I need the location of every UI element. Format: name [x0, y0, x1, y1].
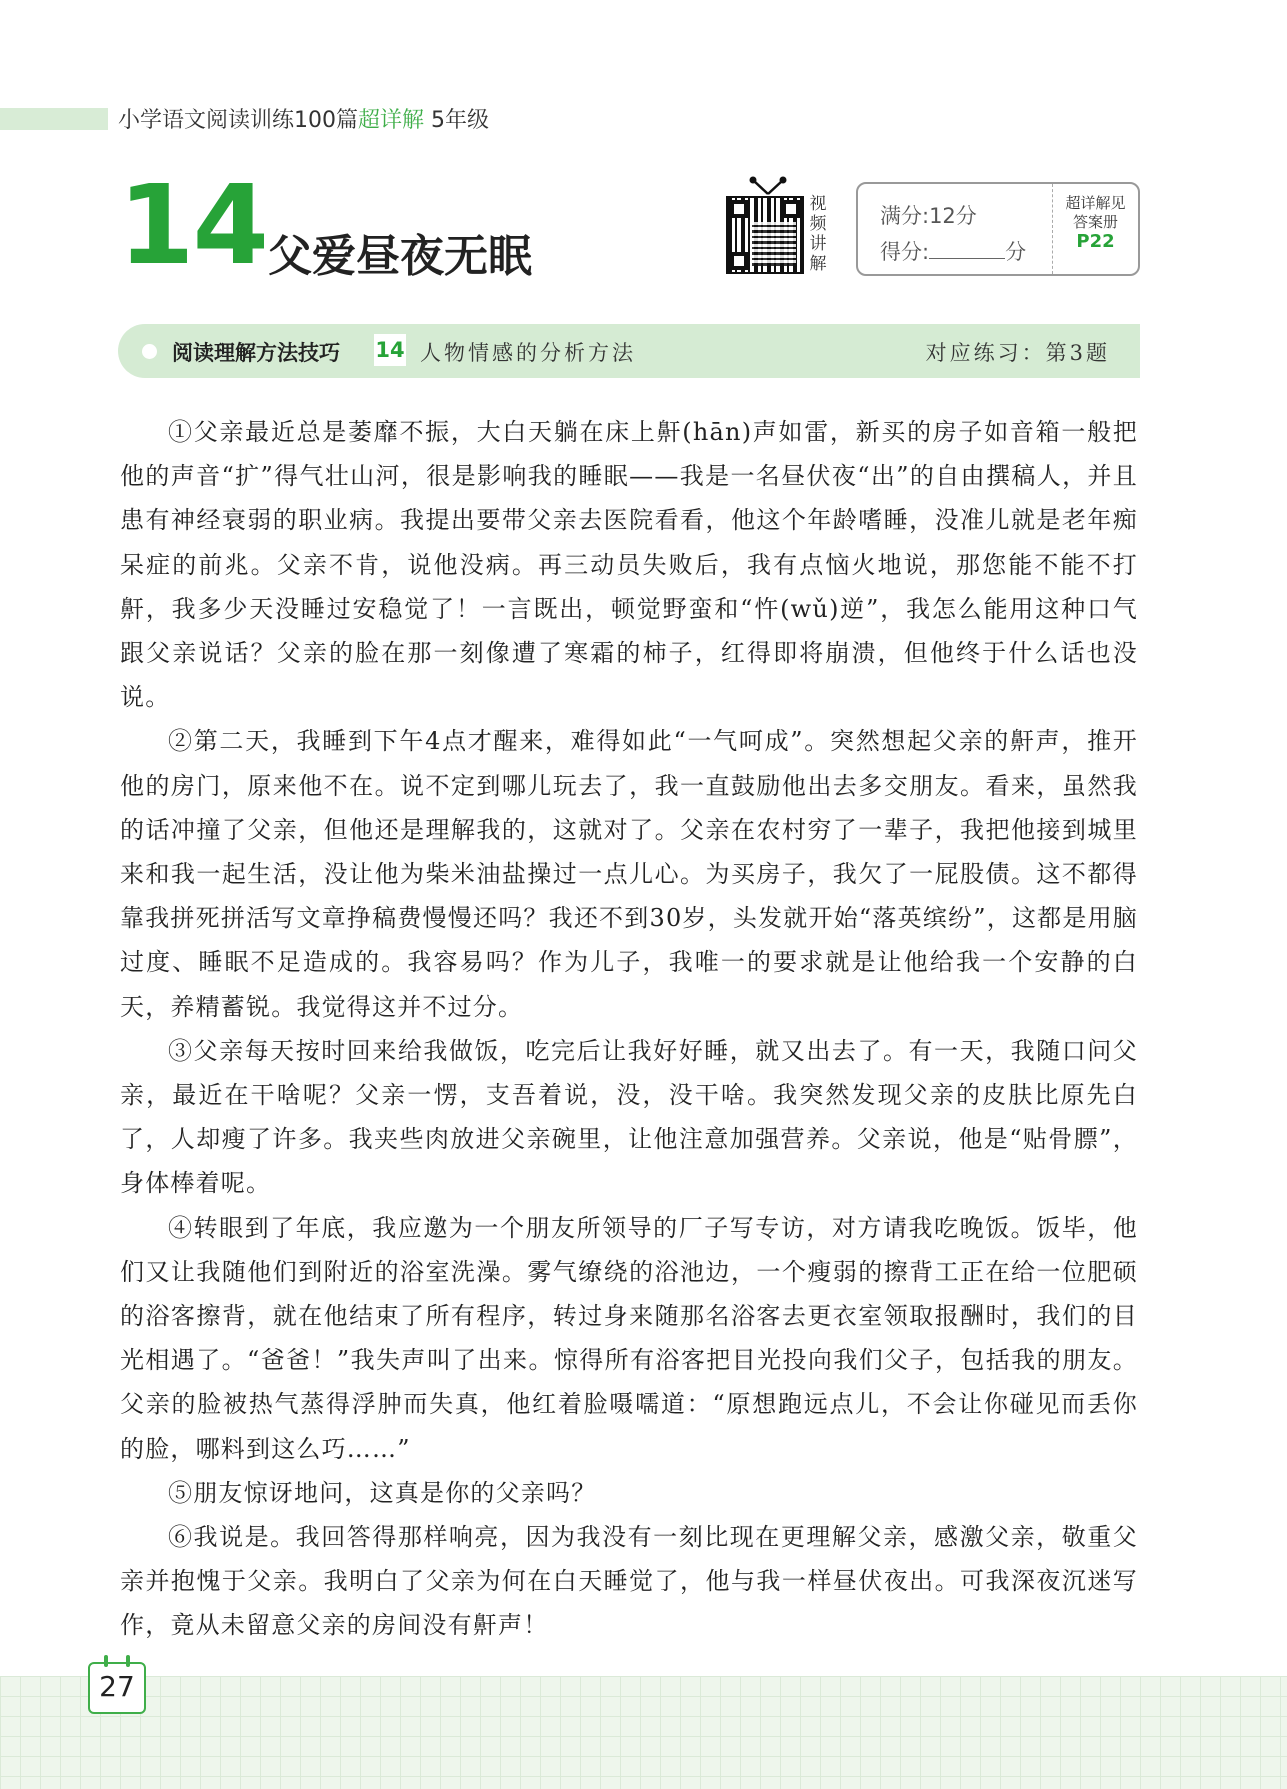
header-accent-band	[0, 108, 108, 130]
paragraph-2: ②第二天，我睡到下午4点才醒来，难得如此“一气呵成”。突然想起父亲的鼾声，推开他的房门，原来他不在。说不定到哪儿玩去了，我一直鼓励他出去多交朋友。看来，虽然我的话冲撞了父亲，但他还是理解我的，这就对了。父亲在农村穷了一辈子，我把他接到城里来和我一起生活，没让他为柴米油盐操过一点儿心。为买房子，我欠了一屁股债。这不都得靠我拼死拼活写文章挣稿费慢慢还吗？我还不到30岁，头发就开始“落英缤纷”，这都是用脑过度、睡眠不足造成的。我容易吗？作为儿子，我唯一的要求就是让他给我一个安静的白天，养精蓄锐。我觉得这并不过分。	[120, 727, 1138, 1021]
paragraph-5: ⑤朋友惊讶地问，这真是你的父亲吗？	[168, 1478, 597, 1507]
full-score: 满分:12分	[880, 204, 977, 228]
qr-code-icon[interactable]	[726, 196, 804, 274]
bullet-dot-icon	[142, 344, 157, 359]
score-field: 得分: 分	[880, 240, 1027, 264]
lesson-title: 父爱昼夜无眠	[268, 231, 532, 282]
paragraph-3: ③父亲每天按时回来给我做饭，吃完后让我好好睡，就又出去了。有一天，我随口问父亲，最近在干啥呢？父亲一愣，支吾着说，没，没干啥。我突然发现父亲的皮肤比原先白了，人却瘦了许多。我夹些肉放进父亲碗里，让他注意加强营养。父亲说，他是“贴骨膘”，身体棒着呢。	[120, 1036, 1138, 1198]
article-body	[120, 410, 1138, 1648]
method-tip-bar	[118, 324, 1140, 378]
tv-antenna-icon	[740, 176, 796, 196]
answer-reference: 超详解见 答案册 P22	[1052, 184, 1138, 274]
method-number: 14	[374, 334, 406, 366]
footer-grid-band	[0, 1676, 1287, 1789]
qr-video-label: 视 频 讲 解	[809, 194, 827, 274]
method-name: 人物情感的分析方法	[420, 341, 636, 365]
answer-page-ref: P22	[1076, 231, 1115, 252]
page-number: 27	[88, 1662, 146, 1714]
lesson-number: 14	[118, 161, 268, 289]
book-title-grade: 5年级	[431, 108, 490, 133]
paragraph-1: ①父亲最近总是萎靡不振，大白天躺在床上鼾(hān)声如雷，新买的房子如音箱一般把他的声音“扩”得气壮山河，很是影响我的睡眠——我是一名昼伏夜“出”的自由撰稿人，并且患有神经衰弱的职业病。我提出要带父亲去医院看看，他这个年龄嗜睡，没准儿就是老年痴呆症的前兆。父亲不肯，说他没病。再三动员失败后，我有点恼火地说，那您能不能不打鼾，我多少天没睡过安稳觉了！一言既出，顿觉野蛮和“忤(wǔ)逆”，我怎么能用这种口气跟父亲说话？父亲的脸在那一刻像遭了寒霜的柿子，红得即将崩溃，但他终于什么话也没说。	[120, 418, 1138, 712]
book-title-main: 小学语文阅读训练100篇	[118, 108, 358, 133]
method-label: 阅读理解方法技巧	[172, 341, 340, 365]
paragraph-6: ⑥我说是。我回答得那样响亮，因为我没有一刻比现在更理解父亲，感激父亲，敬重父亲并抱愧于父亲。我明白了父亲为何在白天睡觉了，他与我一样昼伏夜出。可我深夜沉迷写作，竟从未留意父亲的房间没有鼾声！	[120, 1523, 1138, 1640]
qr-code-block[interactable]	[724, 176, 862, 276]
paragraph-4: ④转眼到了年底，我应邀为一个朋友所领导的厂子写专访，对方请我吃晚饭。饭毕，他们又让我随他们到附近的浴室洗澡。雾气缭绕的浴池边，一个瘦弱的擦背工正在给一位肥硕的浴客擦背，就在他结束了所有程序，转过身来随那名浴客去更衣室领取报酬时，我们的目光相遇了。“爸爸！”我失声叫了出来。惊得所有浴客把目光投向我们父子，包括我的朋友。父亲的脸被热气蒸得浮肿而失真，他红着脸嗫嚅道：“原想跑远点儿，不会让你碰见而丢你的脸，哪料到这么巧……”	[120, 1213, 1138, 1463]
score-blank	[929, 238, 1005, 259]
practice-reference: 对应练习：第3题	[925, 341, 1110, 365]
book-title	[118, 103, 489, 134]
book-title-accent: 超详解	[358, 108, 425, 133]
score-box	[856, 182, 1140, 276]
